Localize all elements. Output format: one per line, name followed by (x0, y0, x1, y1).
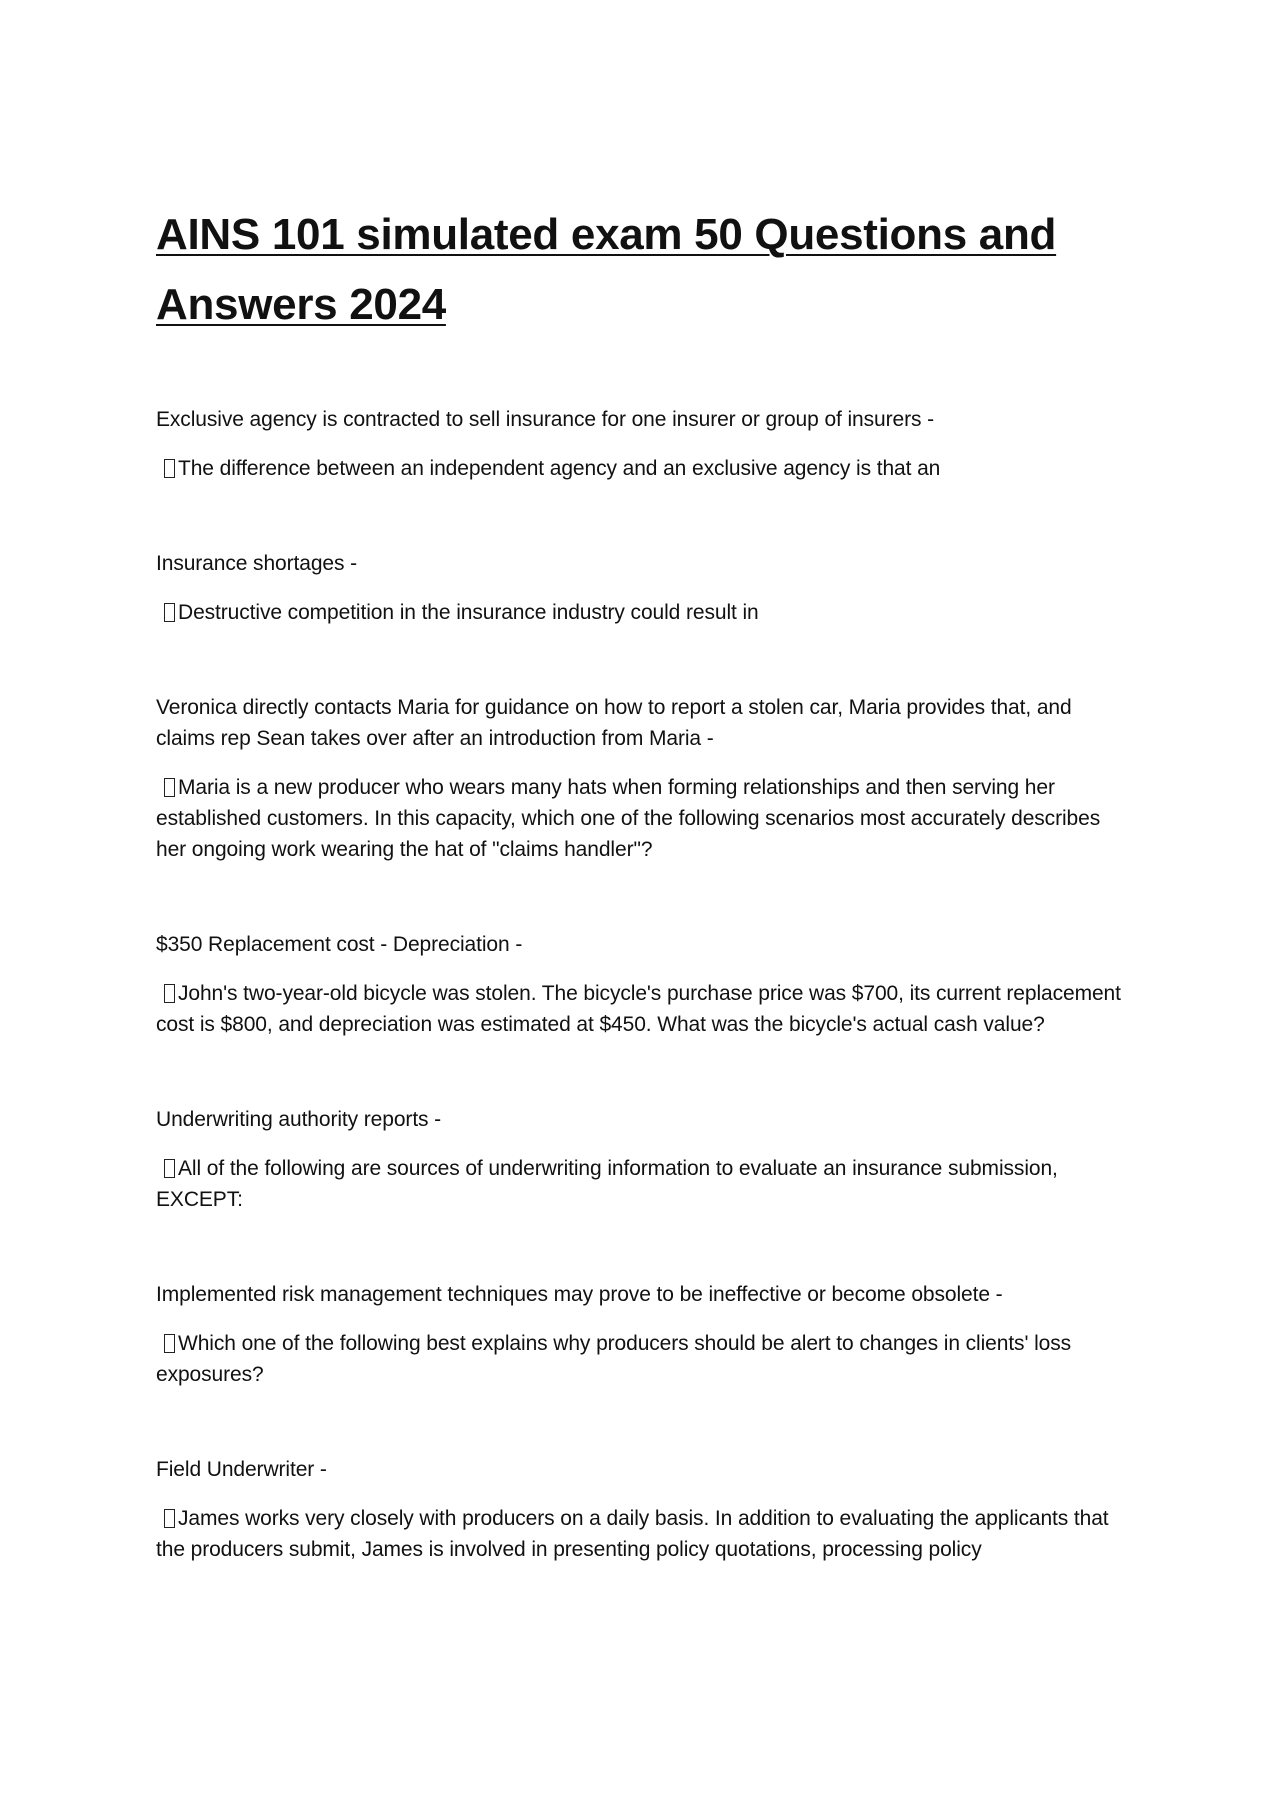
qa-item (156, 929, 1124, 1040)
answer-text: $350 Replacement cost - Depreciation - (156, 933, 523, 956)
question-line (156, 772, 1124, 865)
question-text: All of the following are sources of underwriting information to evaluate an insurance submission, EXCEPT: (156, 1157, 1058, 1211)
question-text: James works very closely with producers on a daily basis. In addition to evaluating the applicants that the producers submit, James is involved in presenting policy quotations, processing policy (156, 1507, 1109, 1561)
missing-glyph-icon (164, 603, 175, 622)
question-text: John's two-year-old bicycle was stolen. The bicycle's purchase price was $700, its current replacement cost is $800, and depreciation was estimated at $450. What was the bicycle's actual cash value? (156, 982, 1121, 1036)
document-title: AINS 101 simulated exam 50 Questions and Answers 2024 (156, 210, 1057, 329)
question-text: Which one of the following best explains why producers should be alert to changes in clients' loss exposures? (156, 1332, 1072, 1386)
answer-text: Exclusive agency is contracted to sell insurance for one insurer or group of insurers - (156, 408, 935, 431)
question-line (156, 597, 1124, 628)
answer-text: Insurance shortages - (156, 552, 358, 575)
question-line (156, 453, 1124, 484)
qa-item (156, 1104, 1124, 1215)
answer-text: Implemented risk management techniques may prove to be ineffective or become obsolete - (156, 1283, 1003, 1306)
missing-glyph-icon (164, 1334, 175, 1353)
qa-item (156, 692, 1124, 865)
answer-text: Underwriting authority reports - (156, 1108, 442, 1131)
question-text: Maria is a new producer who wears many hats when forming relationships and then serving her established customers. In this capacity, which one of the following scenarios most accurately describes her ongoing work wearing the hat of "claims handler"? (156, 776, 1101, 861)
answer-text: Veronica directly contacts Maria for guidance on how to report a stolen car, Maria provides that, and claims rep Sean takes over after an introduction from Maria - (156, 696, 1072, 750)
qa-item (156, 548, 1124, 628)
question-line (156, 1503, 1124, 1565)
question-line (156, 1328, 1124, 1390)
missing-glyph-icon (164, 459, 175, 478)
missing-glyph-icon (164, 1159, 175, 1178)
qa-item (156, 1454, 1124, 1565)
document-page (156, 200, 1124, 1629)
question-line (156, 978, 1124, 1040)
missing-glyph-icon (164, 778, 175, 797)
qa-item (156, 1279, 1124, 1390)
missing-glyph-icon (164, 1509, 175, 1528)
question-line (156, 1153, 1124, 1215)
qa-item (156, 404, 1124, 484)
answer-text: Field Underwriter - (156, 1458, 327, 1481)
question-text: Destructive competition in the insurance industry could result in (178, 601, 759, 624)
question-text: The difference between an independent agency and an exclusive agency is that an (178, 457, 941, 480)
missing-glyph-icon (164, 984, 175, 1003)
